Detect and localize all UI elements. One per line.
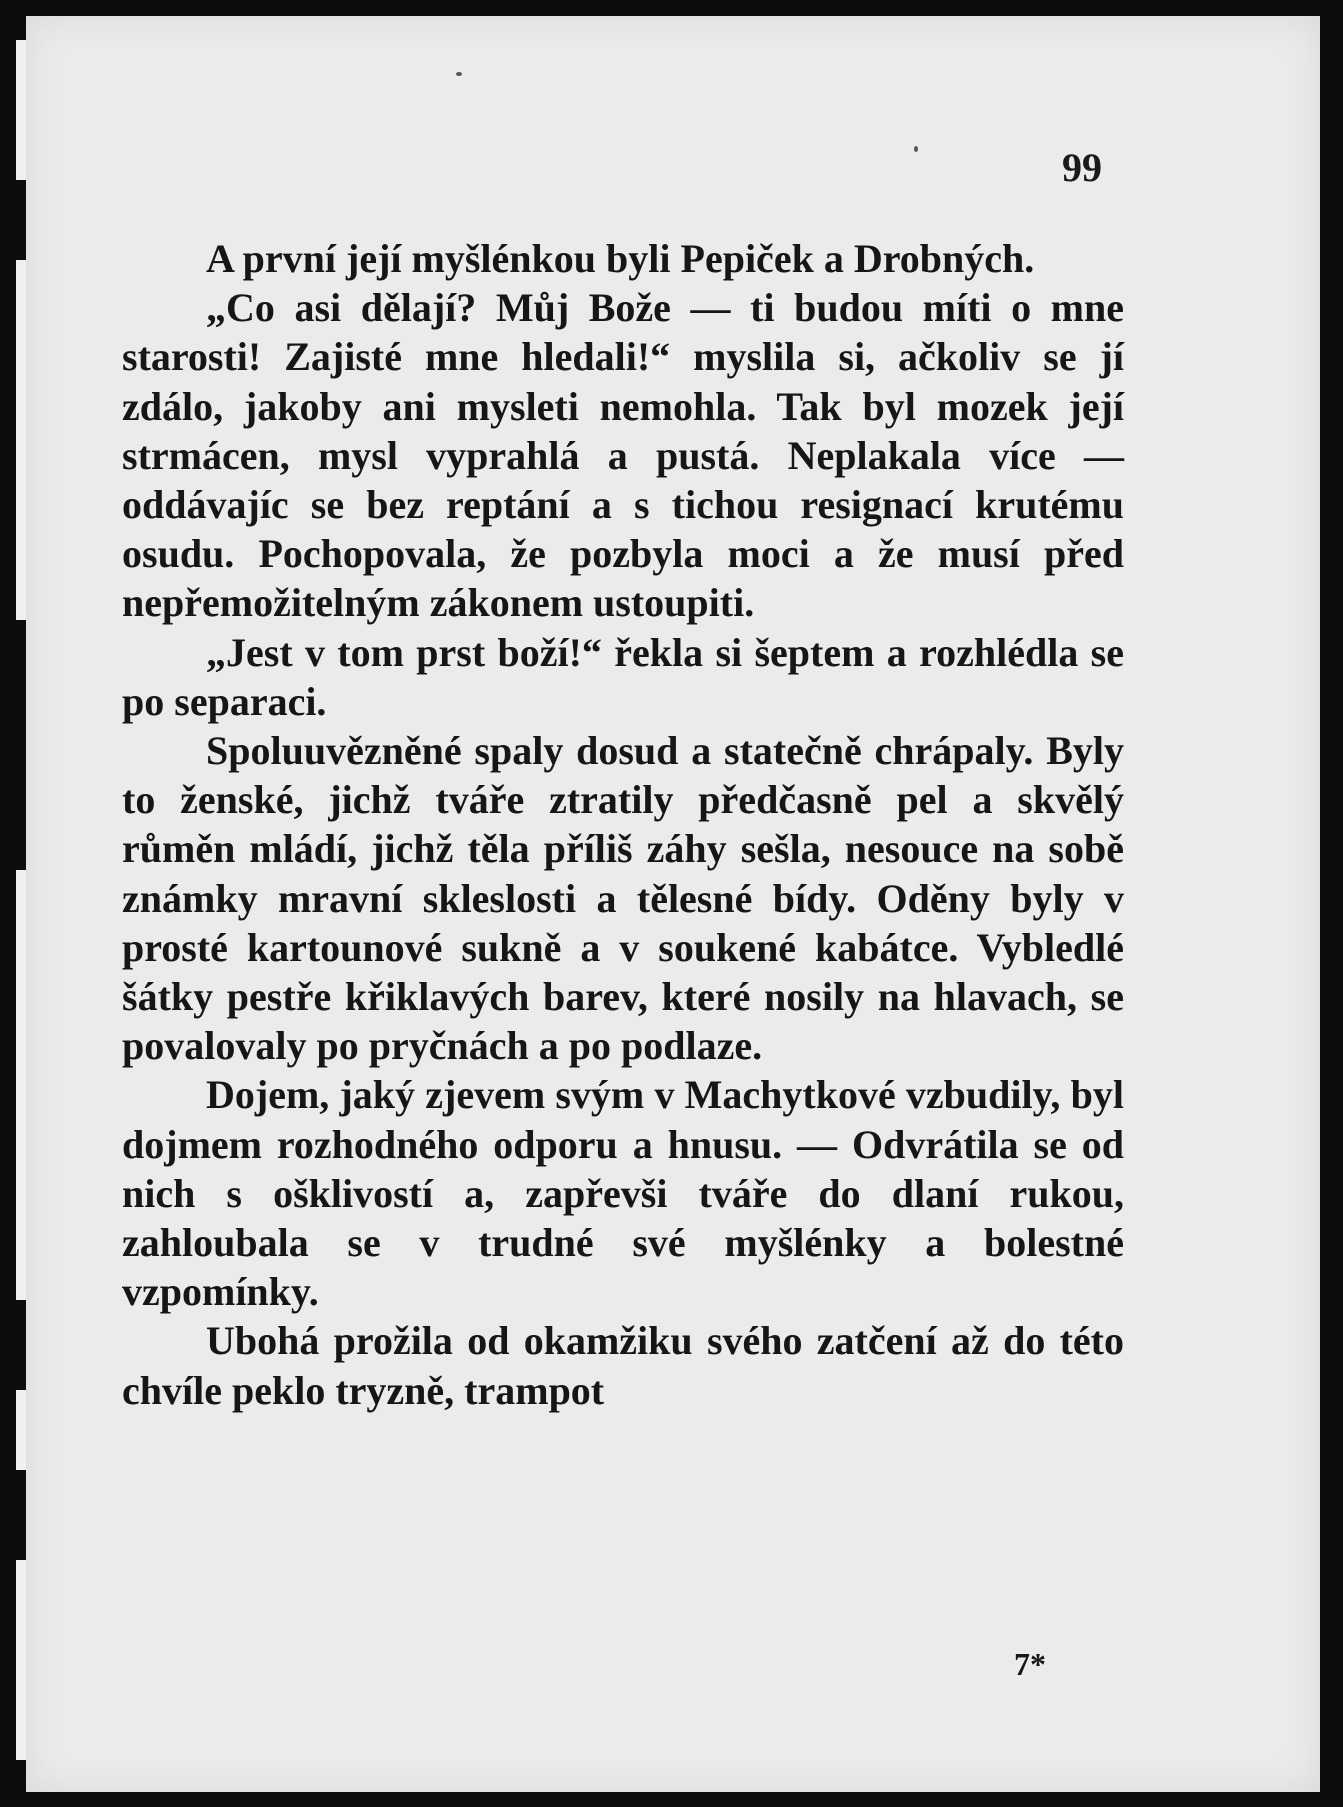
page-number: 99 [1062,145,1102,190]
paragraph: Ubohá prožila od okamžiku svého zatčení až do této chvíle peklo tryzně, trampot [122,1318,1124,1413]
scan-left-border [0,0,26,1807]
paragraph: A první její myšlénkou byli Pepiček a Drobných. [206,236,1035,281]
book-page [26,16,1320,1792]
paragraph: „Co asi dělají? Můj Bože — ti budou míti o mne starosti! Zajisté mne hledali!“ myslila si, ačkoliv se jí zdálo, jakoby ani mysleti nemohla. Tak byl mozek její strmácen, mysl vyprahlá a pustá. Neplakala více — oddávajíc se bez reptání a s tichou resignací krutému osudu. Pochopovala, že pozbyla moci a že musí před nepřemožitelným zákonem ustoupiti. [122,285,1124,626]
body-text [122,234,1124,1415]
scan-speck [456,72,462,76]
paragraph: Spoluuvězněné spaly dosud a statečně chrápaly. Byly to ženské, jichž tváře ztratily předčasně pel a skvělý růměn mládí, jichž těla příliš záhy sešla, nesouce na sobě známky mravní skleslosti a tělesné bídy. Oděny byly v prosté kartounové sukně a v soukené kabátce. Vybledlé šátky pestře křiklavých barev, které nosily na hlavach, se povalovaly po pryčnách a po podlaze. [122,728,1124,1069]
scan-speck [914,146,918,152]
printer-signature-mark: 7* [1014,1646,1046,1682]
paragraph: Dojem, jaký zjevem svým v Machytkové vzbudily, byl dojmem rozhodného odporu a hnusu. — Odvrátila se od nich s ošklivostí a, zapřevši tváře do dlaní rukou, zahloubala se v trudné své myšlénky a bolestné vzpomínky. [122,1072,1124,1315]
paragraph: „Jest v tom prst boží!“ řekla si šeptem a rozhlédla se po separaci. [122,629,1124,724]
